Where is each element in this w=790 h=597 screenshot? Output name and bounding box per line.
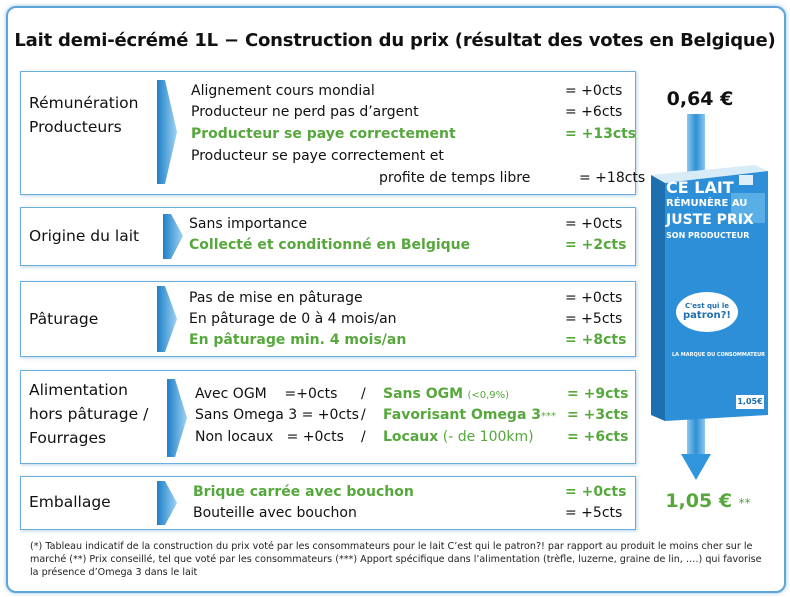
carton-bubble-line: C'est qui le (685, 302, 729, 310)
row-value: = +13cts (565, 126, 637, 142)
row-right-label: Favorisant Omega 3 (383, 407, 542, 423)
carton-line: JUSTE PRIX (666, 212, 754, 228)
section-remuneration (20, 71, 646, 195)
section-title-line: Producteurs (29, 118, 122, 136)
row-separator: / (361, 386, 366, 402)
carton-bubble (676, 292, 738, 332)
carton-price-tag: 1,05€ (736, 395, 764, 409)
row-label: Brique carrée avec bouchon (193, 484, 414, 500)
row-value: = +0cts (565, 216, 623, 232)
chevron-right-icon (167, 379, 187, 457)
row-right (383, 427, 534, 447)
page-title: Lait demi-écrémé 1L − Construction du prix (résultat des votes en Belgique) (14, 30, 776, 51)
row-label: En pâturage min. 4 mois/an (189, 332, 407, 348)
row-value: = +5cts (565, 311, 623, 327)
row-right-note: *** (541, 411, 557, 422)
row-value: = +0cts (565, 83, 623, 99)
row-value: = +9cts (567, 386, 629, 402)
row-label: profite de temps libre (379, 170, 531, 186)
row-right (383, 405, 556, 427)
row-left: Avec OGM =+0cts (195, 386, 338, 402)
chevron-right-icon (157, 481, 177, 525)
row-value: = +5cts (565, 505, 623, 521)
carton-text (666, 180, 766, 244)
row-left: Non locaux = +0cts (195, 429, 344, 445)
section-title-line: hors pâturage / (29, 405, 149, 423)
section-title: Pâturage (29, 310, 99, 328)
row-label: Pas de mise en pâturage (189, 290, 363, 306)
row-value: = +8cts (565, 332, 627, 348)
section-title-line: Fourrages (29, 429, 107, 447)
row-right-label: Sans OGM (383, 386, 464, 402)
carton-line: CE LAIT (666, 178, 734, 197)
row-label: Collecté et conditionné en Belgique (189, 237, 471, 253)
row-value: = +6cts (565, 104, 623, 120)
chevron-right-icon (157, 286, 177, 352)
section-paturage (20, 281, 636, 357)
section-origine (20, 207, 636, 266)
row-separator: / (361, 429, 366, 445)
carton-brand: LA MARQUE DU CONSOMMATEUR (672, 352, 766, 358)
section-title (29, 378, 148, 450)
chevron-right-icon (163, 214, 183, 259)
row-label: Sans importance (189, 216, 308, 232)
row-right-note: (- de 100km) (442, 429, 534, 445)
section-title: Emballage (29, 493, 111, 511)
row-label: Producteur se paye correctement (191, 126, 456, 142)
section-title-line: Alimentation (29, 381, 128, 399)
section-title-line: Rémunération (29, 94, 139, 112)
price-final (648, 490, 768, 512)
row-label: Bouteille avec bouchon (193, 505, 357, 521)
section-title (29, 91, 138, 139)
row-right-label: Locaux (383, 429, 439, 445)
chevron-right-icon (157, 80, 177, 184)
arrow-down-icon (681, 454, 711, 480)
price-start: 0,64 € (666, 88, 734, 110)
section-alimentation (20, 370, 636, 464)
row-label: Alignement cours mondial (191, 83, 375, 99)
row-right-note: (<0,9%) (467, 390, 510, 401)
row-left: Sans Omega 3 = +0cts (195, 407, 359, 423)
row-value: = +6cts (567, 429, 629, 445)
row-value: = +3cts (567, 407, 629, 423)
section-title: Origine du lait (29, 227, 140, 245)
row-label: Producteur se paye correctement et (191, 148, 444, 164)
row-value: = +0cts (565, 484, 627, 500)
carton-bubble-line: patron?! (683, 310, 731, 321)
row-value: = +2cts (565, 237, 627, 253)
row-value: = +18cts (579, 170, 646, 186)
row-value: = +0cts (565, 290, 623, 306)
row-separator: / (361, 407, 366, 423)
footnote: (*) Tableau indicatif de la construction du prix voté par les consommateurs pour le lait C’est qui le patron?! par rapport au produit le moins cher sur le marché (**) Prix conseillé, tel que voté par les consommateurs (***) Apport spécifique dans l’alimentation (trèfle, luzerne, graine de lin, ….) qui favorise la présence d’Omega 3 dans le lait (30, 541, 762, 578)
carton-line: SON PRODUCTEUR (666, 231, 750, 240)
price-final-mark: ** (738, 496, 751, 510)
row-right (383, 384, 509, 406)
row-label: En pâturage de 0 à 4 mois/an (189, 311, 397, 327)
price-final-value: 1,05 € (665, 490, 733, 512)
row-label: Producteur ne perd pas d’argent (191, 104, 419, 120)
section-emballage (20, 476, 636, 530)
carton-line: RÉMUNÈRE AU (666, 198, 748, 209)
